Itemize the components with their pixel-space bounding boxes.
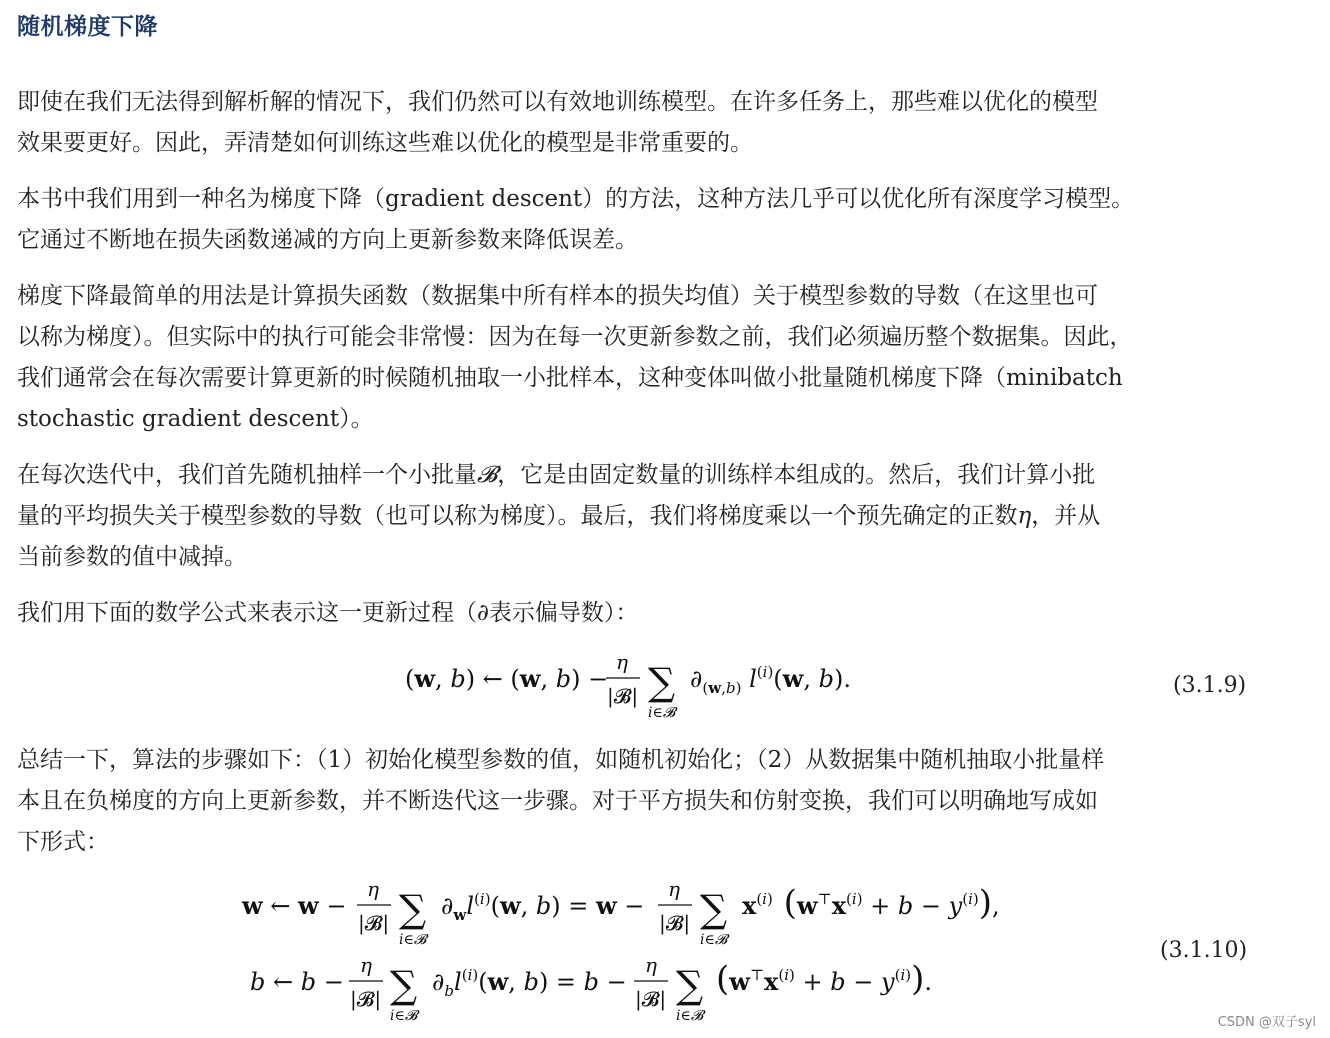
svg-text:i∈𝓑: i∈𝓑	[676, 1008, 704, 1024]
paragraph-line: 本且在负梯度的方向上更新参数，并不断迭代这一步骤。对于平方损失和仿射变换，我们可以明确地写成如	[17, 788, 1098, 814]
svg-text:∑: ∑	[648, 660, 676, 704]
paragraph-line: 本书中我们用到一种名为梯度下降（gradient descent）的方法，这种方法几乎可以优化所有深度学习模型。	[17, 186, 1135, 212]
paragraph-line: 以称为梯度）。但实际中的执行可能会非常慢：因为在每一次更新参数之前，我们必须遍历整个数据集。因此，	[17, 324, 1133, 350]
equation-3-1-9-formula	[0, 645, 1330, 725]
paragraph-line: 效果要更好。因此，弄清楚如何训练这些难以优化的模型是非常重要的。	[17, 130, 753, 156]
paragraph-2	[17, 179, 1249, 261]
paragraph-1	[17, 82, 1249, 164]
math-symbol-eta: η	[1017, 503, 1032, 529]
equation-3-1-9	[0, 645, 1330, 725]
svg-text:∂(w,b) l(i)(w, b).: $\partial_{(w,b)}$ $l^{(i)}(w$, b).	[690, 663, 851, 697]
paragraph-line: 即使在我们无法得到解析解的情况下，我们仍然可以有效地训练模型。在许多任务上，那些难以优化的模型	[17, 89, 1098, 115]
paragraph-3	[17, 276, 1249, 440]
paragraph-line: 我们通常会在每次需要计算更新的时候随机抽取一小批样本，这种变体叫做小批量随机梯度下降（minibatch	[17, 365, 1123, 391]
svg-text:∑: ∑	[399, 887, 427, 931]
paragraph-line: 当前参数的值中减掉。	[17, 544, 247, 570]
svg-text:η: η	[360, 953, 372, 977]
svg-text:η: η	[668, 877, 680, 901]
paragraph-line: 它通过不断地在损失函数递减的方向上更新参数来降低误差。	[17, 227, 638, 253]
svg-text:∑: ∑	[700, 887, 728, 931]
svg-text:∑: ∑	[676, 963, 704, 1007]
svg-text:∂bl(i)(w, b) = b −: $\partial_bl^{(i)}(w$, b) = b −	[432, 966, 627, 1000]
svg-text:∑: ∑	[390, 963, 418, 1007]
math-symbol-partial: ∂	[477, 600, 489, 626]
equation-3-1-10	[0, 870, 1330, 1030]
paragraph-6	[17, 740, 1249, 863]
svg-text:i∈𝓑: i∈𝓑	[399, 932, 427, 948]
svg-text:i∈𝓑: i∈𝓑	[648, 705, 676, 721]
equation-number: (3.1.9)	[1173, 673, 1247, 698]
paragraph-line: stochastic gradient descent）。	[17, 406, 374, 432]
svg-text:b ← b −: b ← b −	[250, 968, 344, 996]
watermark: CSDN @双子syl	[1217, 1015, 1316, 1030]
paragraph-line: 我们用下面的数学公式来表示这一更新过程（∂表示偏导数）：	[17, 600, 639, 626]
section-title: 随机梯度下降	[17, 14, 158, 40]
equation-3-1-10-formula	[0, 870, 1330, 1030]
paragraph-line: 量的平均损失关于模型参数的导数（也可以称为梯度）。最后，我们将梯度乘以一个预先确定的正数η，并从	[17, 503, 1101, 529]
svg-text:i∈𝓑: i∈𝓑	[390, 1008, 418, 1024]
svg-text:w ← w −: w ← w −	[242, 891, 347, 920]
svg-text:η: η	[645, 953, 657, 977]
svg-text:η: η	[616, 650, 628, 674]
svg-text:|𝓑|: |𝓑|	[358, 911, 390, 935]
equation-number: (3.1.10)	[1160, 938, 1248, 963]
paragraph-4	[17, 455, 1249, 578]
paragraph-5	[17, 593, 1249, 634]
svg-text:i∈𝓑: i∈𝓑	[700, 932, 728, 948]
paragraph-line: 总结一下，算法的步骤如下：（1）初始化模型参数的值，如随机初始化；（2）从数据集中随机抽取小批量样	[17, 747, 1105, 773]
svg-text:|𝓑|: |𝓑|	[659, 911, 691, 935]
svg-text:(w, b) ← (w, b) −: (w, b) ← (w, b) −	[405, 664, 609, 693]
math-symbol-B: 𝓑	[477, 462, 498, 488]
svg-text:|𝓑|: |𝓑|	[607, 684, 639, 708]
svg-text:η: η	[367, 877, 379, 901]
svg-text:|𝓑|: |𝓑|	[635, 987, 667, 1011]
paragraph-line: 梯度下降最简单的用法是计算损失函数（数据集中所有样本的损失均值）关于模型参数的导数（在这里也可	[17, 283, 1098, 309]
svg-text:|𝓑|: |𝓑|	[350, 987, 382, 1011]
svg-text:(w⊤x(i) + b − y(i)).: $(w^⊤x^{(i)} + b - y^{(i)})$.	[716, 959, 933, 999]
paragraph-line: 下形式：	[17, 829, 109, 855]
paragraph-line: 在每次迭代中，我们首先随机抽样一个小批量𝓑，它是由固定数量的训练样本组成的。然后，我们计算小批	[17, 462, 1096, 488]
svg-text:x(i) (w⊤x(i) + b − y(i)),: $x^{(i)}$ $(w^⊤x^{(i)} + b - y^{(i)})$,	[742, 883, 1000, 923]
svg-text:∂wl(i)(w, b) = w −: $\partial_wl^{(i)}(w$, b) = w −	[441, 890, 645, 924]
